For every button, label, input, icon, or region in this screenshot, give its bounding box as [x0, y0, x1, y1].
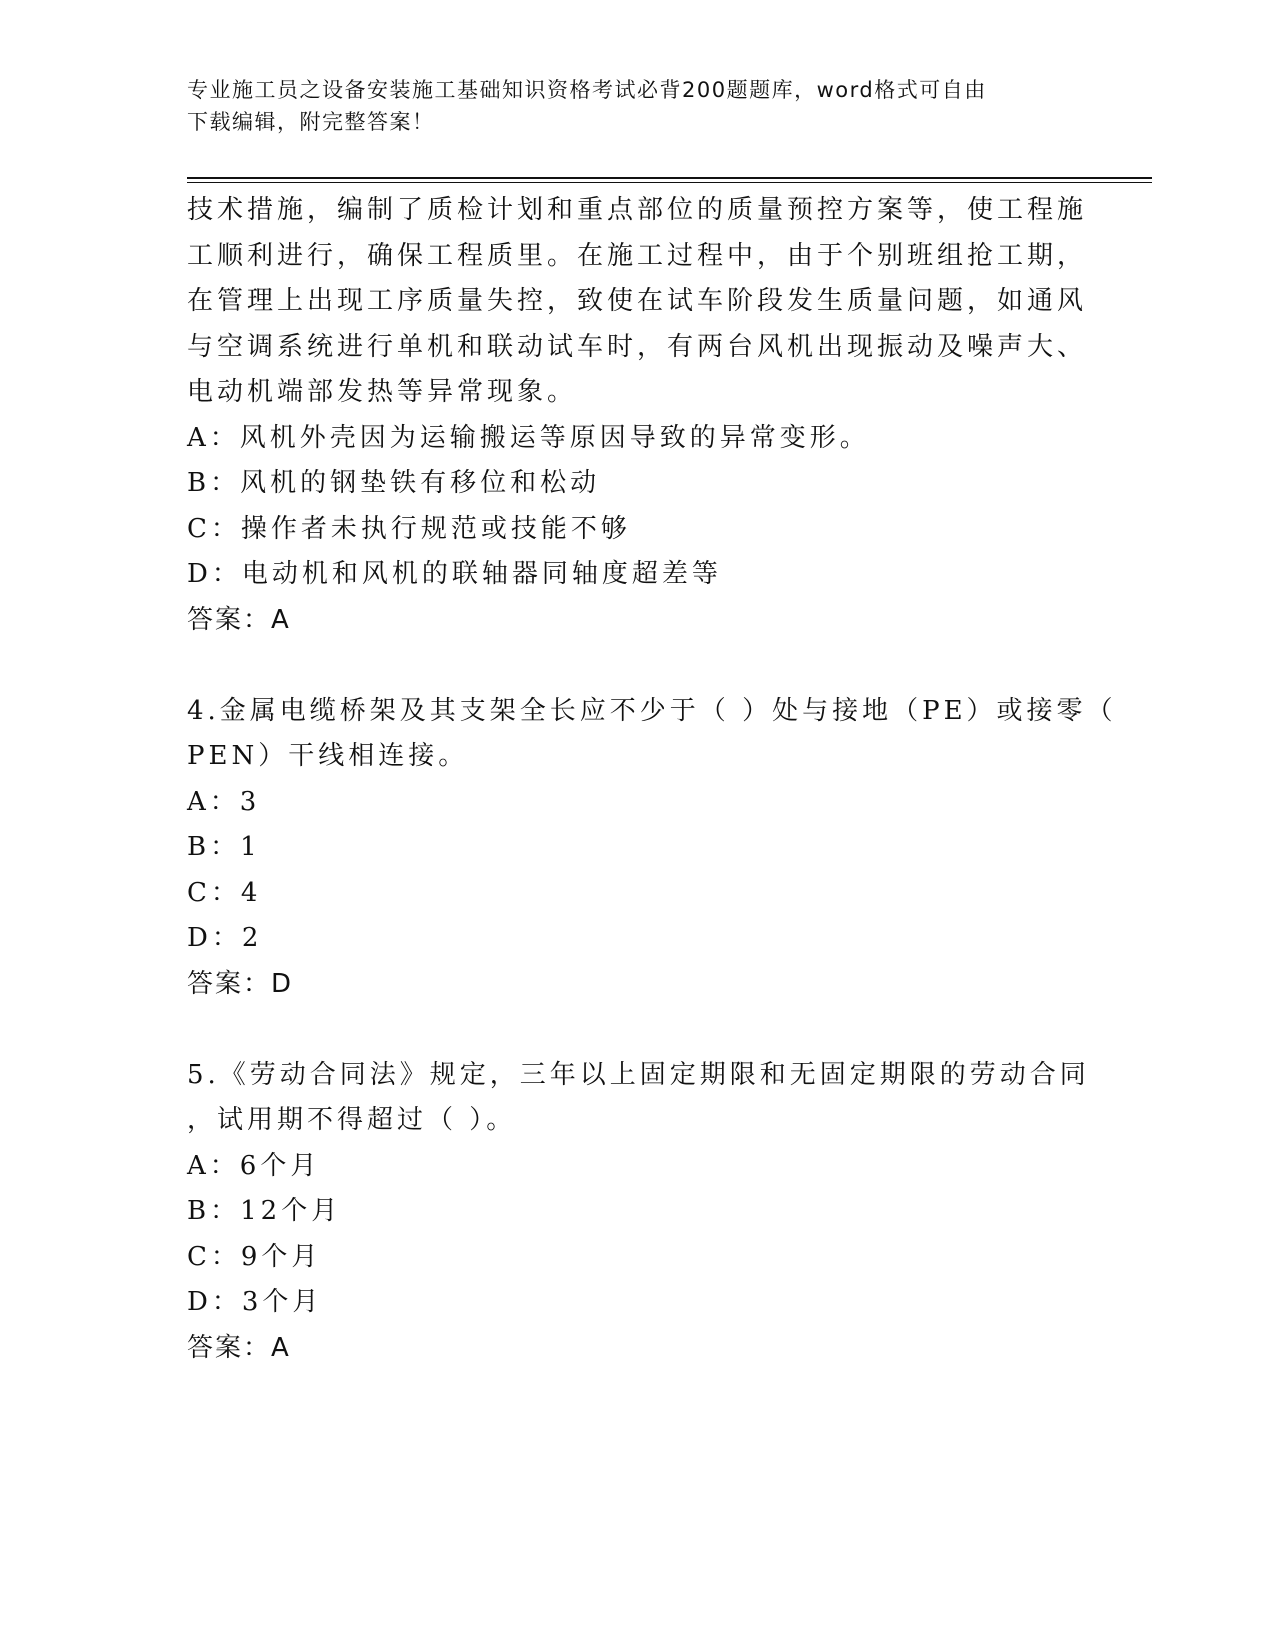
question-4 [187, 689, 1117, 1008]
question-5-option-b: B：12个月 [187, 1196, 342, 1226]
question-4-option-c: C：4 [187, 877, 262, 908]
question-5-option-a: A：6个月 [187, 1150, 321, 1181]
question-3-stem-line: 与空调系统进行单机和联动试车时，有两台风机出现振动及噪声大、 [187, 331, 1088, 362]
question-3-stem-line: 电动机端部发热等异常现象。 [187, 377, 578, 407]
question-3-stem-line: 技术措施，编制了质检计划和重点部位的质量预控方案等，使工程施 [187, 195, 1088, 225]
question-3-stem-line: 在管理上出现工序质量失控，致使在试车阶段发生质量问题，如通风 [187, 286, 1088, 316]
question-4-option-a: A：3 [187, 786, 261, 817]
question-3 [187, 188, 1087, 643]
question-3-option-d: D：电动机和风机的联轴器同轴度超差等 [187, 559, 722, 589]
question-list [187, 188, 1117, 1371]
question-4-option-b: B：1 [187, 832, 261, 862]
question-5-stem-line: ，试用期不得超过（ ）。 [187, 1105, 517, 1135]
question-4-answer: 答案：D [187, 968, 294, 999]
question-3-answer: 答案：A [187, 604, 291, 635]
question-3-option-a: A：风机外壳因为运输搬运等原因导致的异常变形。 [187, 422, 870, 453]
question-3-option-b: B：风机的钢垫铁有移位和松动 [187, 468, 601, 498]
header-line-2: 下载编辑，附完整答案！ [187, 110, 435, 134]
question-5-stem-line: 5.《劳动合同法》规定，三年以上固定期限和无固定期限的劳动合同 [187, 1059, 1090, 1090]
question-5-option-c: C：9个月 [187, 1241, 322, 1272]
header-divider-thin [187, 182, 1152, 183]
question-5-answer: 答案：A [187, 1332, 291, 1363]
question-spacer [187, 1007, 1087, 1053]
question-5 [187, 1053, 1090, 1372]
question-4-option-d: D：2 [187, 923, 263, 953]
header-line-1: 专业施工员之设备安装施工基础知识资格考试必背200题题库，word格式可自由 [187, 78, 987, 102]
question-5-option-d: D：3个月 [187, 1287, 323, 1317]
question-spacer [187, 643, 1087, 689]
header-divider-thick [187, 177, 1152, 179]
page-header [187, 74, 1067, 138]
question-3-option-c: C：操作者未执行规范或技能不够 [187, 513, 631, 544]
question-4-stem-line: PEN）干线相连接。 [187, 741, 469, 771]
question-4-stem-line: 4.金属电缆桥架及其支架全长应不少于（ ）处与接地（PE）或接零（ [187, 695, 1117, 726]
question-3-stem-line: 工顺利进行，确保工程质里。在施工过程中，由于个别班组抢工期， [187, 240, 1088, 271]
